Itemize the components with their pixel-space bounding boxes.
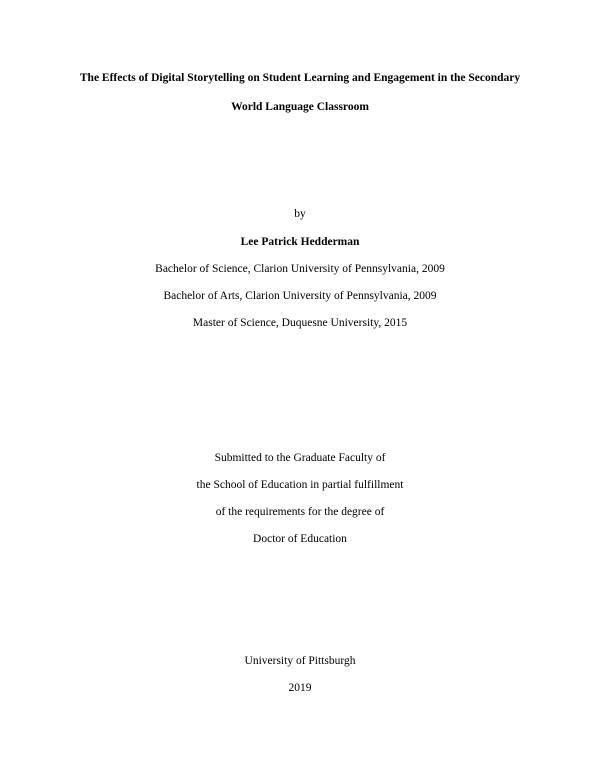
degree-item: Bachelor of Science, Clarion University of Pennsylvania, 2009: [155, 263, 445, 275]
degree-item: Master of Science, Duquesne University, 2015: [192, 317, 408, 329]
submission-statement-line: the School of Education in partial fulfillment: [196, 479, 404, 491]
degree-name: Doctor of Education: [253, 533, 347, 545]
by-label: by: [294, 208, 306, 220]
degree-item: Bachelor of Arts, Clarion University of Pennsylvania, 2009: [163, 290, 437, 302]
document-title-line-1: The Effects of Digital Storytelling on Student Learning and Engagement in the Secondary: [79, 72, 521, 84]
submission-statement-line: Submitted to the Graduate Faculty of: [214, 452, 386, 464]
publication-year: 2019: [288, 682, 312, 694]
submission-statement-line: of the requirements for the degree of: [215, 506, 385, 518]
document-title-line-2: World Language Classroom: [231, 101, 369, 113]
institution-name: University of Pittsburgh: [244, 655, 356, 667]
author-name: Lee Patrick Hedderman: [240, 236, 360, 248]
